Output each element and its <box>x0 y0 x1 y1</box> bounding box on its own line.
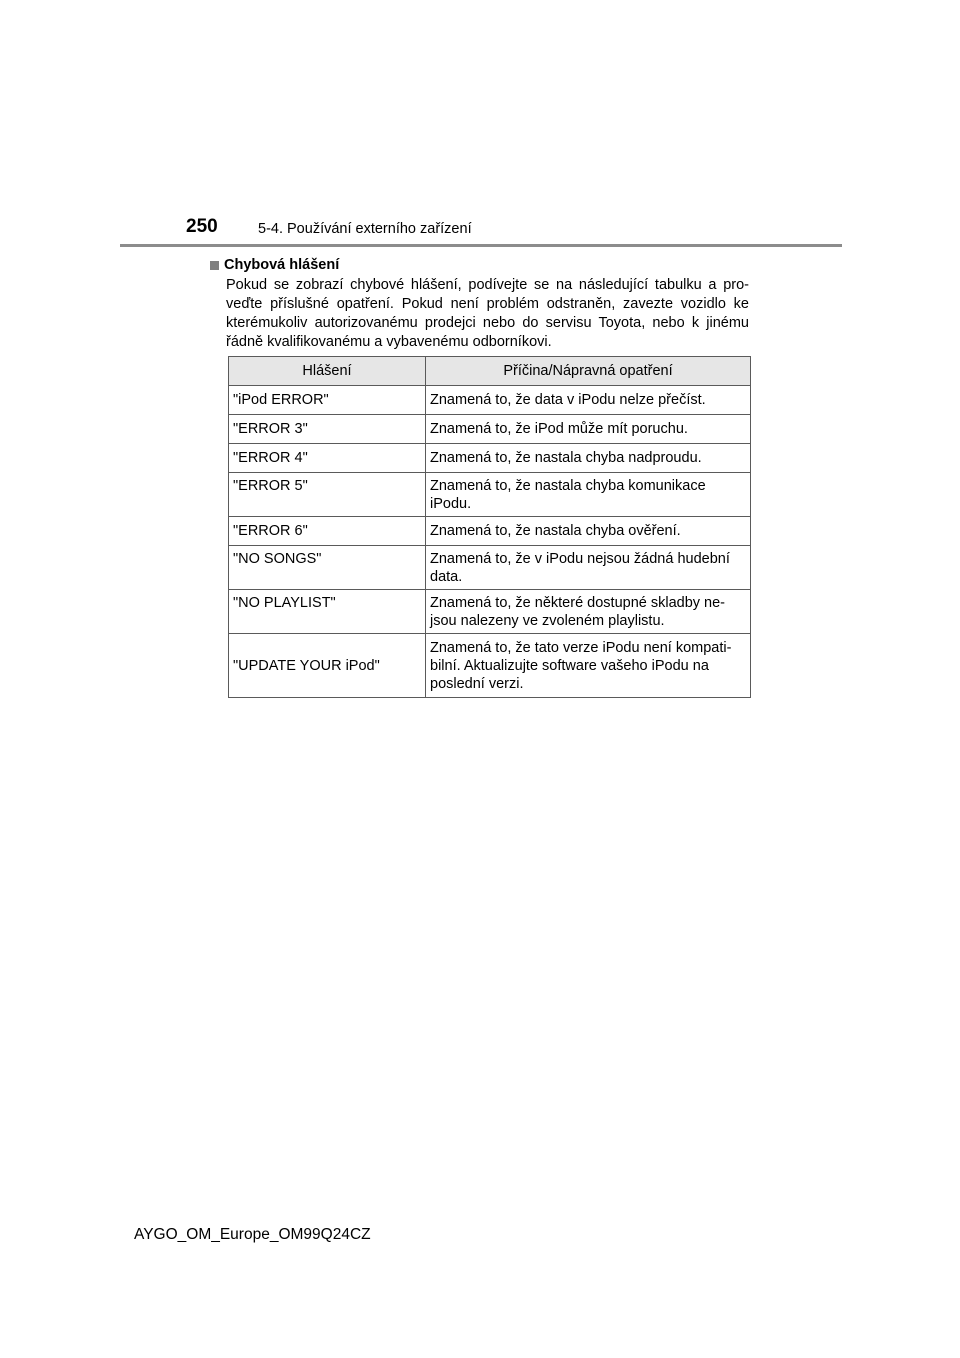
column-header-message: Hlášení <box>229 357 426 386</box>
message-cell: "ERROR 6" <box>229 517 426 546</box>
message-cell: "NO PLAYLIST" <box>229 590 426 634</box>
page-number: 250 <box>186 216 218 237</box>
table-row <box>229 444 751 473</box>
description-cell: Znamená to, že tato verze iPodu není kompati-bilní. Aktualizujte software vašeho iPodu na poslední verzi. <box>426 634 751 698</box>
column-header-cause: Příčina/Nápravná opatření <box>426 357 751 386</box>
message-cell: "NO SONGS" <box>229 546 426 590</box>
description-cell: Znamená to, že nastala chyba nadproudu. <box>426 444 751 473</box>
table-row <box>229 473 751 517</box>
description-cell: Znamená to, že iPod může mít poruchu. <box>426 415 751 444</box>
subheading <box>210 255 750 275</box>
description-cell: Znamená to, že data v iPodu nelze přečíst. <box>426 386 751 415</box>
message-cell: "ERROR 3" <box>229 415 426 444</box>
description-cell: Znamená to, že nastala chyba ověření. <box>426 517 751 546</box>
table-header-row <box>229 357 751 386</box>
table-row <box>229 634 751 698</box>
message-cell: "iPod ERROR" <box>229 386 426 415</box>
message-cell: "ERROR 4" <box>229 444 426 473</box>
section-title: 5-4. Používání externího zařízení <box>258 221 472 237</box>
message-cell: "ERROR 5" <box>229 473 426 517</box>
table-row <box>229 415 751 444</box>
header-divider <box>120 244 842 247</box>
table-row <box>229 546 751 590</box>
description-cell: Znamená to, že některé dostupné skladby ne-jsou nalezeny ve zvoleném playlistu. <box>426 590 751 634</box>
intro-paragraph: Pokud se zobrazí chybové hlášení, podívejte se na následující tabulku a pro-veďte příslušné opatření. Pokud není problém odstraněn, zavezte vozidlo ke kterémukoliv autorizovanému prodejci nebo do servisu Toyota, nebo k jinému řádně kvalifikovanému a vybavenému odborníkovi. <box>226 277 749 350</box>
table-row <box>229 517 751 546</box>
description-cell: Znamená to, že nastala chyba komunikace iPodu. <box>426 473 751 517</box>
page-header <box>0 0 960 250</box>
message-cell: "UPDATE YOUR iPod" <box>229 634 426 698</box>
table-row <box>229 590 751 634</box>
error-table <box>228 356 751 698</box>
square-bullet-icon <box>210 261 219 270</box>
document-id: AYGO_OM_Europe_OM99Q24CZ <box>134 1226 371 1243</box>
error-message-table <box>228 356 750 698</box>
subheading-text: Chybová hlášení <box>224 257 340 273</box>
description-cell: Znamená to, že v iPodu nejsou žádná hudební data. <box>426 546 751 590</box>
main-content <box>210 255 750 352</box>
table-row <box>229 386 751 415</box>
